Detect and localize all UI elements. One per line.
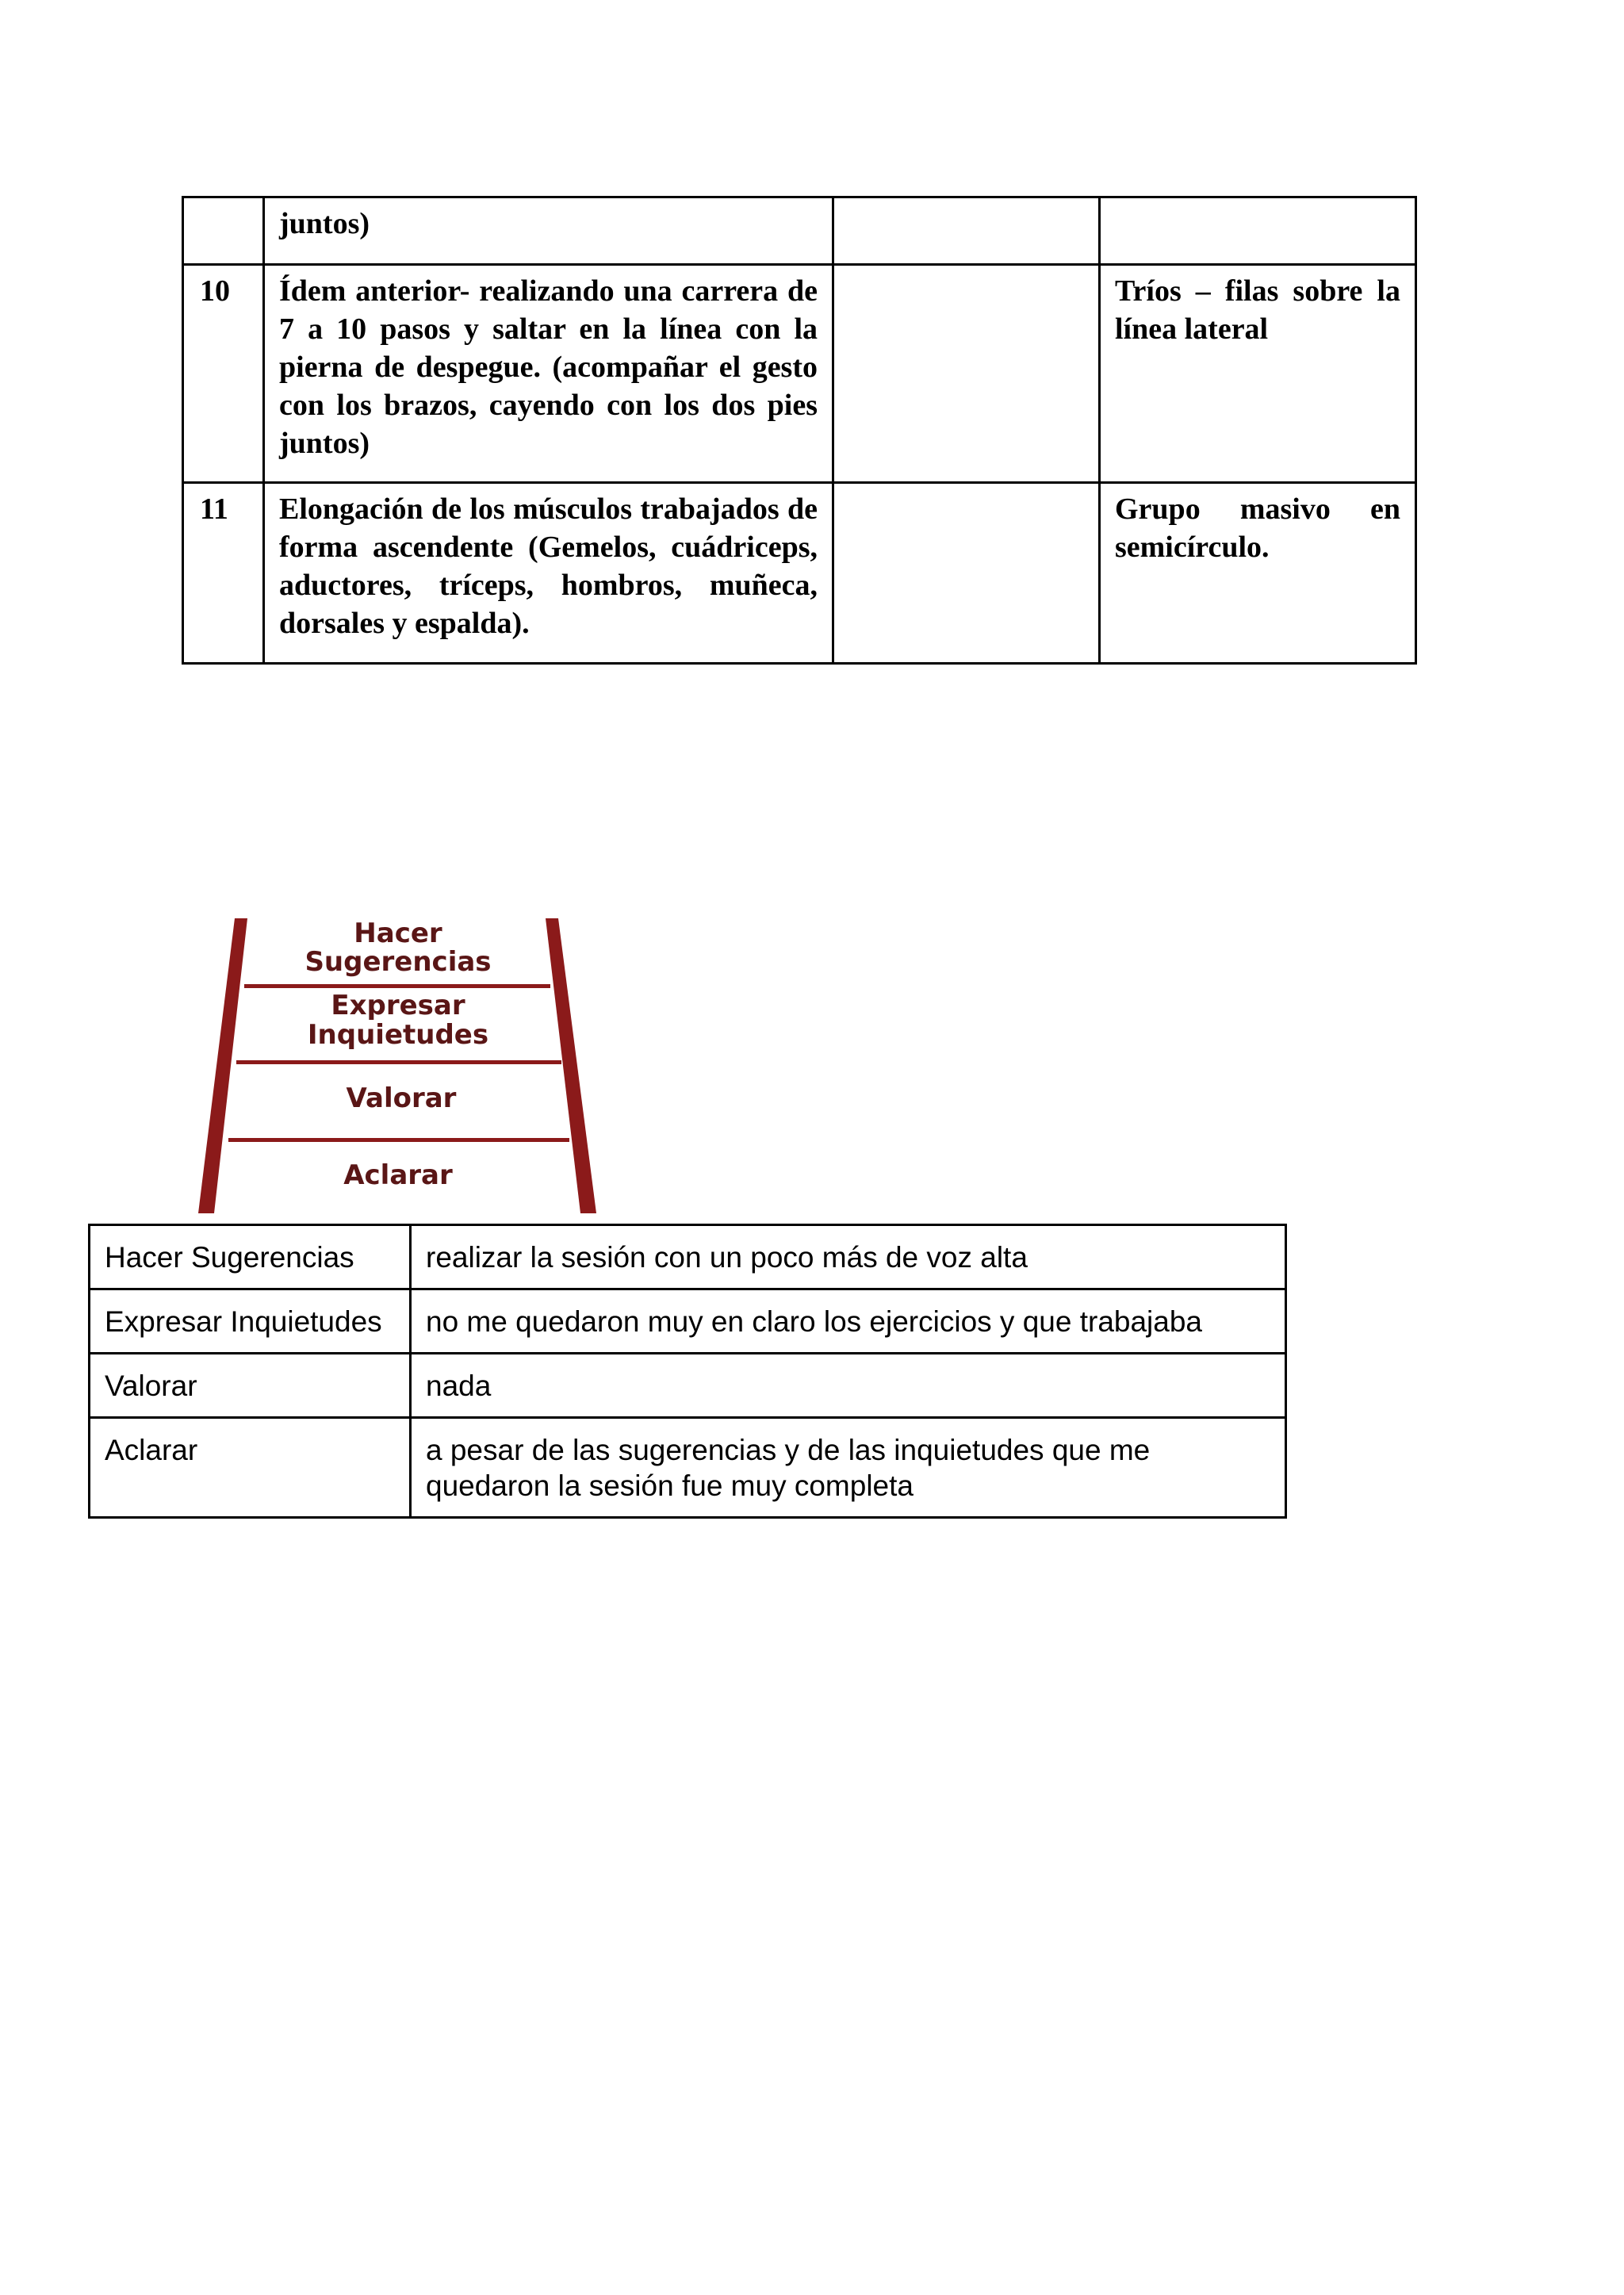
ladder-step-valorar: Valorar [346, 1082, 457, 1114]
ladder-rung [228, 1138, 569, 1142]
activity-organization [1100, 197, 1416, 265]
ladder-left-rail [198, 918, 247, 1213]
table-row [183, 483, 1416, 664]
evaluation-value: a pesar de las sugerencias y de las inquietudes que me quedaron la sesión fue muy completa [411, 1418, 1286, 1518]
ladder-rung [236, 1060, 561, 1064]
table-row [183, 197, 1416, 265]
ladder-step-aclarar: Aclarar [343, 1159, 453, 1191]
evaluation-label: Hacer Sugerencias [90, 1225, 411, 1289]
row-number: 10 [183, 265, 264, 483]
activity-empty-cell [833, 197, 1100, 265]
activity-organization: Grupo masivo en semicírculo. [1100, 483, 1416, 664]
row-number [183, 197, 264, 265]
activity-table [182, 196, 1417, 665]
ladder-rung [244, 984, 550, 988]
ladder-right-rail [546, 918, 596, 1213]
evaluation-value: no me quedaron muy en claro los ejercicios y que trabajaba [411, 1289, 1286, 1354]
activity-empty-cell [833, 265, 1100, 483]
evaluation-ladder-graphic [197, 904, 603, 1213]
activity-organization: Tríos – filas sobre la línea lateral [1100, 265, 1416, 483]
table-row [90, 1225, 1286, 1289]
evaluation-value: nada [411, 1354, 1286, 1418]
ladder-step-expresar-line1: Expresar [331, 990, 465, 1021]
ladder-step-hacer-line2: Sugerencias [304, 946, 492, 978]
evaluation-label: Expresar Inquietudes [90, 1289, 411, 1354]
ladder-step-hacer-line1: Hacer [354, 918, 442, 949]
evaluation-label: Valorar [90, 1354, 411, 1418]
ladder-step-expresar-line2: Inquietudes [307, 1019, 489, 1051]
activity-description: Elongación de los músculos trabajados de forma ascendente (Gemelos, cuádriceps, aductores, tríceps, hombros, muñeca, dorsales y espalda). [264, 483, 833, 664]
table-row [90, 1418, 1286, 1518]
evaluation-value: realizar la sesión con un poco más de voz alta [411, 1225, 1286, 1289]
evaluation-label: Aclarar [90, 1418, 411, 1518]
table-row [90, 1289, 1286, 1354]
table-row [90, 1354, 1286, 1418]
row-number: 11 [183, 483, 264, 664]
evaluation-table [88, 1224, 1287, 1519]
activity-empty-cell [833, 483, 1100, 664]
activity-description: juntos) [264, 197, 833, 265]
activity-description: Ídem anterior- realizando una carrera de 7 a 10 pasos y saltar en la línea con la pierna de despegue. (acompañar el gesto con los brazos, cayendo con los dos pies juntos) [264, 265, 833, 483]
table-row [183, 265, 1416, 483]
